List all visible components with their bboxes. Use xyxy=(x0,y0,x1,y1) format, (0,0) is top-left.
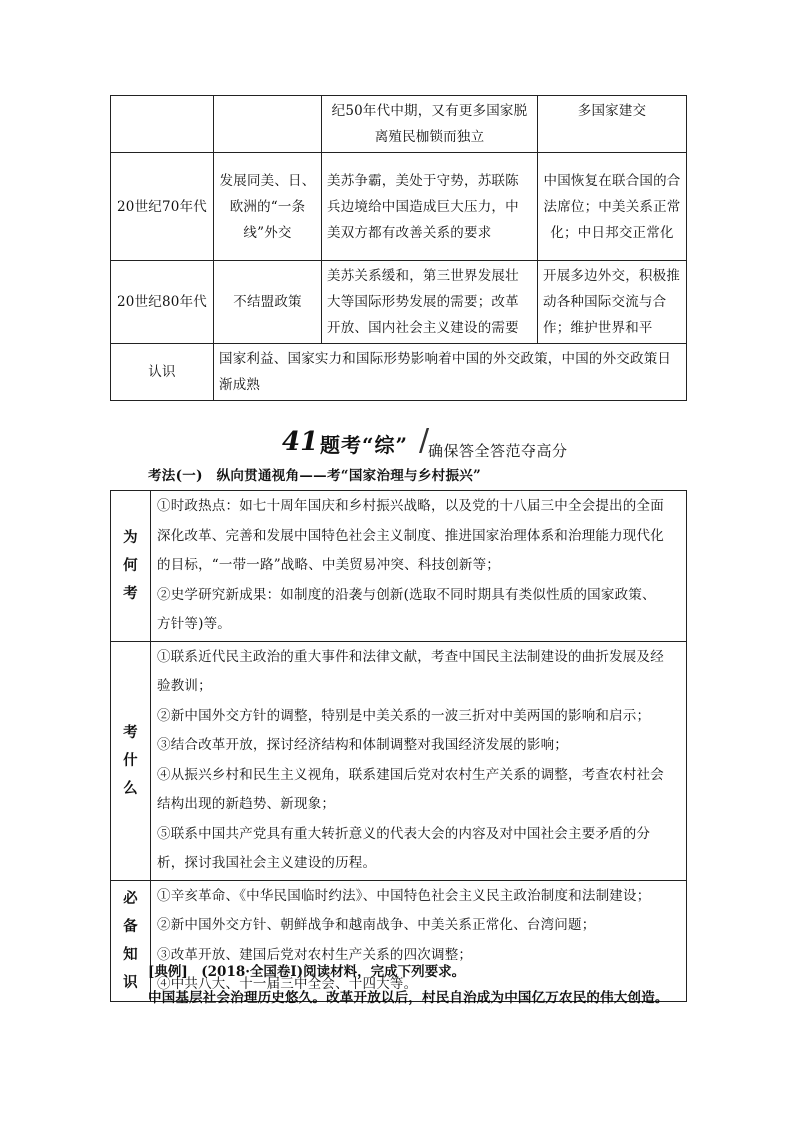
policy-cell: 不结盟政策 xyxy=(214,261,322,344)
background-cell: 美苏争霸，美处于守势，苏联陈兵边境给中国造成巨大压力，中美双方都有改善关系的要求 xyxy=(322,153,538,261)
row-label: 考什 么 xyxy=(111,641,151,880)
row-label: 必备 知识 xyxy=(111,880,151,1001)
table-row xyxy=(111,261,687,344)
background-cell: 纪50年代中期，又有更多国家脱离殖民枷锁而独立 xyxy=(322,96,538,153)
table-row xyxy=(111,344,687,401)
example-heading: [典例] (2018·全国卷Ⅰ)阅读材料，完成下列要求。 xyxy=(148,964,466,980)
table-row xyxy=(111,641,687,880)
section-header xyxy=(282,423,582,463)
section-title: 题考“综” xyxy=(320,433,409,457)
period-cell xyxy=(111,96,214,153)
method-heading: 考法(一) 纵向贯通视角——考“国家治理与乡村振兴” xyxy=(148,468,482,484)
exam-focus-table xyxy=(110,490,687,1002)
period-cell: 20世纪80年代 xyxy=(111,261,214,344)
achievement-cell: 中国恢复在联合国的合法席位；中美关系正常化；中日邦交正常化 xyxy=(538,153,687,261)
row-content: ①时政热点：如七十周年国庆和乡村振兴战略，以及党的十八届三中全会提出的全面 深化改革、完善和发展中国特色社会主义制度、推进国家治理体系和治理能力现代化 的目标，“一带一路”战略、中美贸易冲突、科技创新等； ②史学研究新成果：如制度的沿袭与创新(选取不同时期具有类似性质的国家政策、 方针等)等。 xyxy=(151,491,687,642)
policy-cell: 发展同美、日、欧洲的“一条线”外交 xyxy=(214,153,322,261)
insight-label: 认识 xyxy=(111,344,214,401)
table-row xyxy=(111,880,687,1001)
section-number: 41 xyxy=(282,427,319,457)
table-row xyxy=(111,491,687,642)
slash-divider: / xyxy=(419,423,430,458)
section-subtitle: 确保答全答范夺高分 xyxy=(428,442,568,460)
background-cell: 美苏关系缓和，第三世界发展壮大等国际形势发展的需要；改革开放、国内社会主义建设的需要 xyxy=(322,261,538,344)
insight-text: 国家利益、国家实力和国际形势影响着中国的外交政策，中国的外交政策日渐成熟 xyxy=(214,344,687,401)
foreign-policy-table xyxy=(110,95,687,401)
row-content: ①辛亥革命、《中华民国临时约法》、中国特色社会主义民主政治制度和法制建设； ②新中国外交方针、朝鲜战争和越南战争、中美关系正常化、台湾问题； ③改革开放、建国后党对农村生产关系的四次调整； ④中共八大、十一届三中全会、十四大等。 xyxy=(151,880,687,1001)
table-row xyxy=(111,153,687,261)
material-paragraph: 中国基层社会治理历史悠久。改革开放以后，村民自治成为中国亿万农民的伟大创造。 xyxy=(148,990,669,1006)
policy-cell xyxy=(214,96,322,153)
achievement-cell: 开展多边外交，积极推动各种国际交流与合作；维护世界和平 xyxy=(538,261,687,344)
table-row xyxy=(111,96,687,153)
row-label: 为何 考 xyxy=(111,491,151,642)
achievement-cell: 多国家建交 xyxy=(538,96,687,153)
period-cell: 20世纪70年代 xyxy=(111,153,214,261)
row-content: ①联系近代民主政治的重大事件和法律文献，考查中国民主法制建设的曲折发展及经 验教训； ②新中国外交方针的调整，特别是中美关系的一波三折对中美两国的影响和启示； ③结合改革开放，探讨经济结构和体制调整对我国经济发展的影响； ④从振兴乡村和民生主义视角，联系建国后党对农村生产关系的调整，考查农村社会 结构出现的新趋势、新现象； ⑤联系中国共产党具有重大转折意义的代表大会的内容及对中国社会主要矛盾的分 析，探讨我国社会主义建设的历程。 xyxy=(151,641,687,880)
